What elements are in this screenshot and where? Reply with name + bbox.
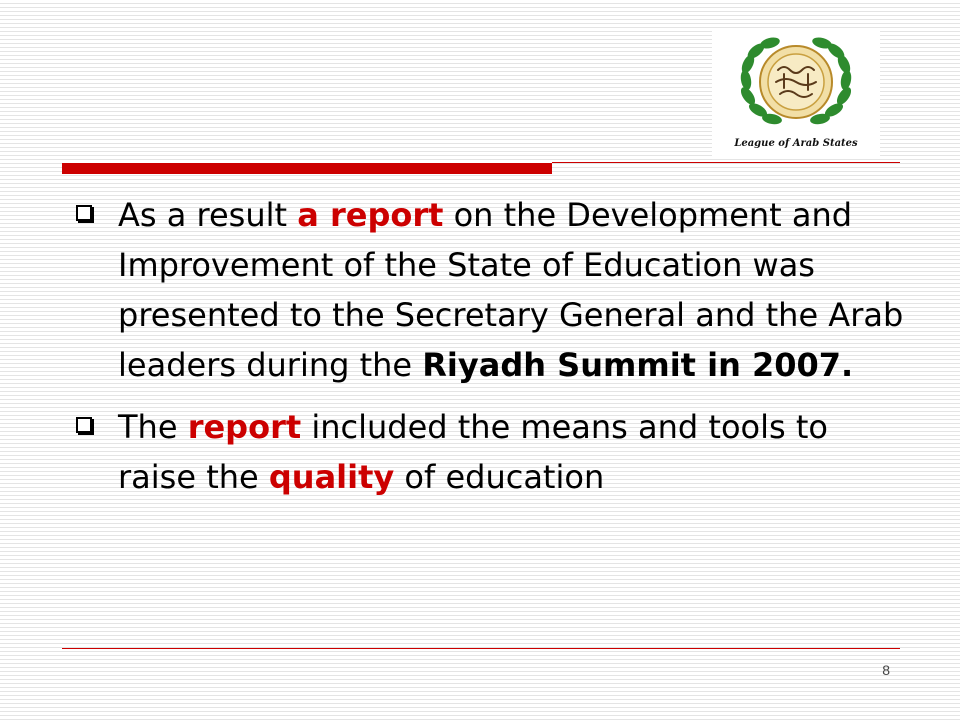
bullet-item xyxy=(72,402,912,502)
slide-body xyxy=(72,190,912,514)
bullet-text xyxy=(118,196,903,384)
text-fragment: included the means and tools to raise the xyxy=(118,408,828,496)
text-fragment: on the Development and Improvement of the State of Education was presented to the Secretary General and the Arab leaders during the xyxy=(118,196,904,384)
square-bullet-icon xyxy=(76,205,92,221)
header-rule xyxy=(552,162,900,163)
bullet-item xyxy=(72,190,912,390)
text-fragment: As a result xyxy=(118,196,298,234)
league-of-arab-states-logo xyxy=(712,30,880,158)
text-fragment: of education xyxy=(394,458,605,496)
highlight-report: report xyxy=(187,408,302,446)
highlight-riyadh-summit: Riyadh Summit in 2007. xyxy=(422,346,854,384)
page-number: 8 xyxy=(882,662,890,678)
footer-rule xyxy=(62,648,900,649)
title-accent-bar xyxy=(62,163,552,174)
bullet-text xyxy=(118,408,828,496)
square-bullet-icon xyxy=(76,417,92,433)
logo-caption: League of Arab States xyxy=(734,138,858,149)
highlight-report: a report xyxy=(297,196,444,234)
highlight-quality: quality xyxy=(268,458,395,496)
text-fragment: The xyxy=(118,408,188,446)
laurel-emblem-icon xyxy=(712,30,880,138)
